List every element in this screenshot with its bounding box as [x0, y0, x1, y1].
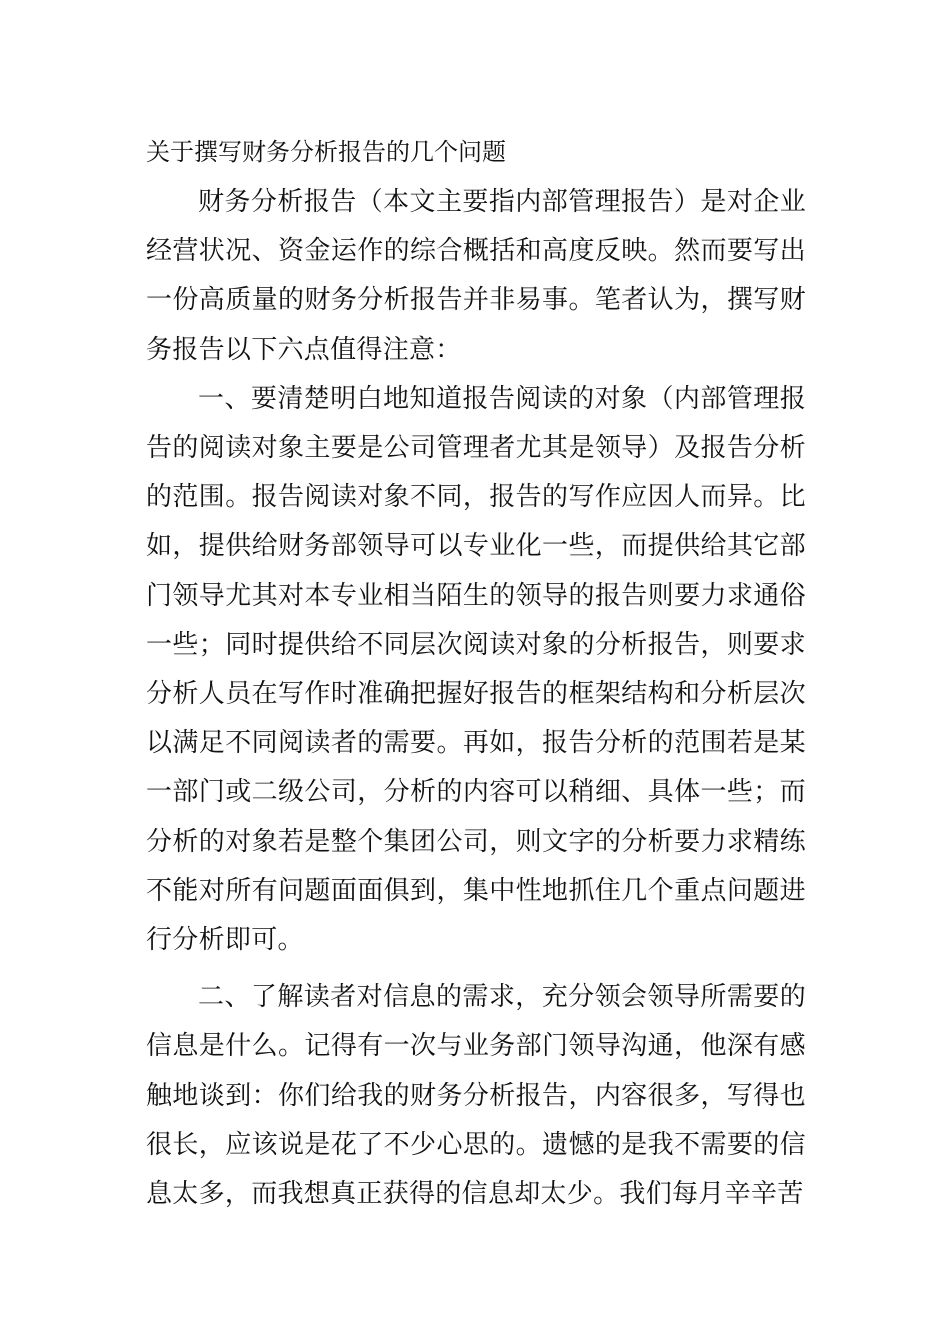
- document-page: [146, 132, 806, 1219]
- document-title: 关于撰写财务分析报告的几个问题: [146, 138, 506, 166]
- paragraph-point-two: 二、了解读者对信息的需求，充分领会领导所需要的信息是什么。记得有一次与业务部门领导沟通，他深有感触地谈到：你们给我的财务分析报告，内容很多，写得也很长，应该说是花了不少心思的。遗憾的是我不需要的信息太多，而我想真正获得的信息却太少。我们每月辛辛苦: [146, 982, 806, 1210]
- paragraph-intro: 财务分析报告（本文主要指内部管理报告）是对企业经营状况、资金运作的综合概括和高度反映。然而要写出一份高质量的财务分析报告并非易事。笔者认为，撰写财务报告以下六点值得注意：: [146, 187, 806, 365]
- paragraph-point-one: 一、要清楚明白地知道报告阅读的对象（内部管理报告的阅读对象主要是公司管理者尤其是领导）及报告分析的范围。报告阅读对象不同，报告的写作应因人而异。比如，提供给财务部领导可以专业化一些，而提供给其它部门领导尤其对本专业相当陌生的领导的报告则要力求通俗一些；同时提供给不同层次阅读对象的分析报告，则要求分析人员在写作时准确把握好报告的框架结构和分析层次以满足不同阅读者的需要。再如，报告分析的范围若是某一部门或二级公司，分析的内容可以稍细、具体一些；而分析的对象若是整个集团公司，则文字的分析要力求精练不能对所有问题面面俱到，集中性地抓住几个重点问题进行分析即可。: [146, 383, 806, 956]
